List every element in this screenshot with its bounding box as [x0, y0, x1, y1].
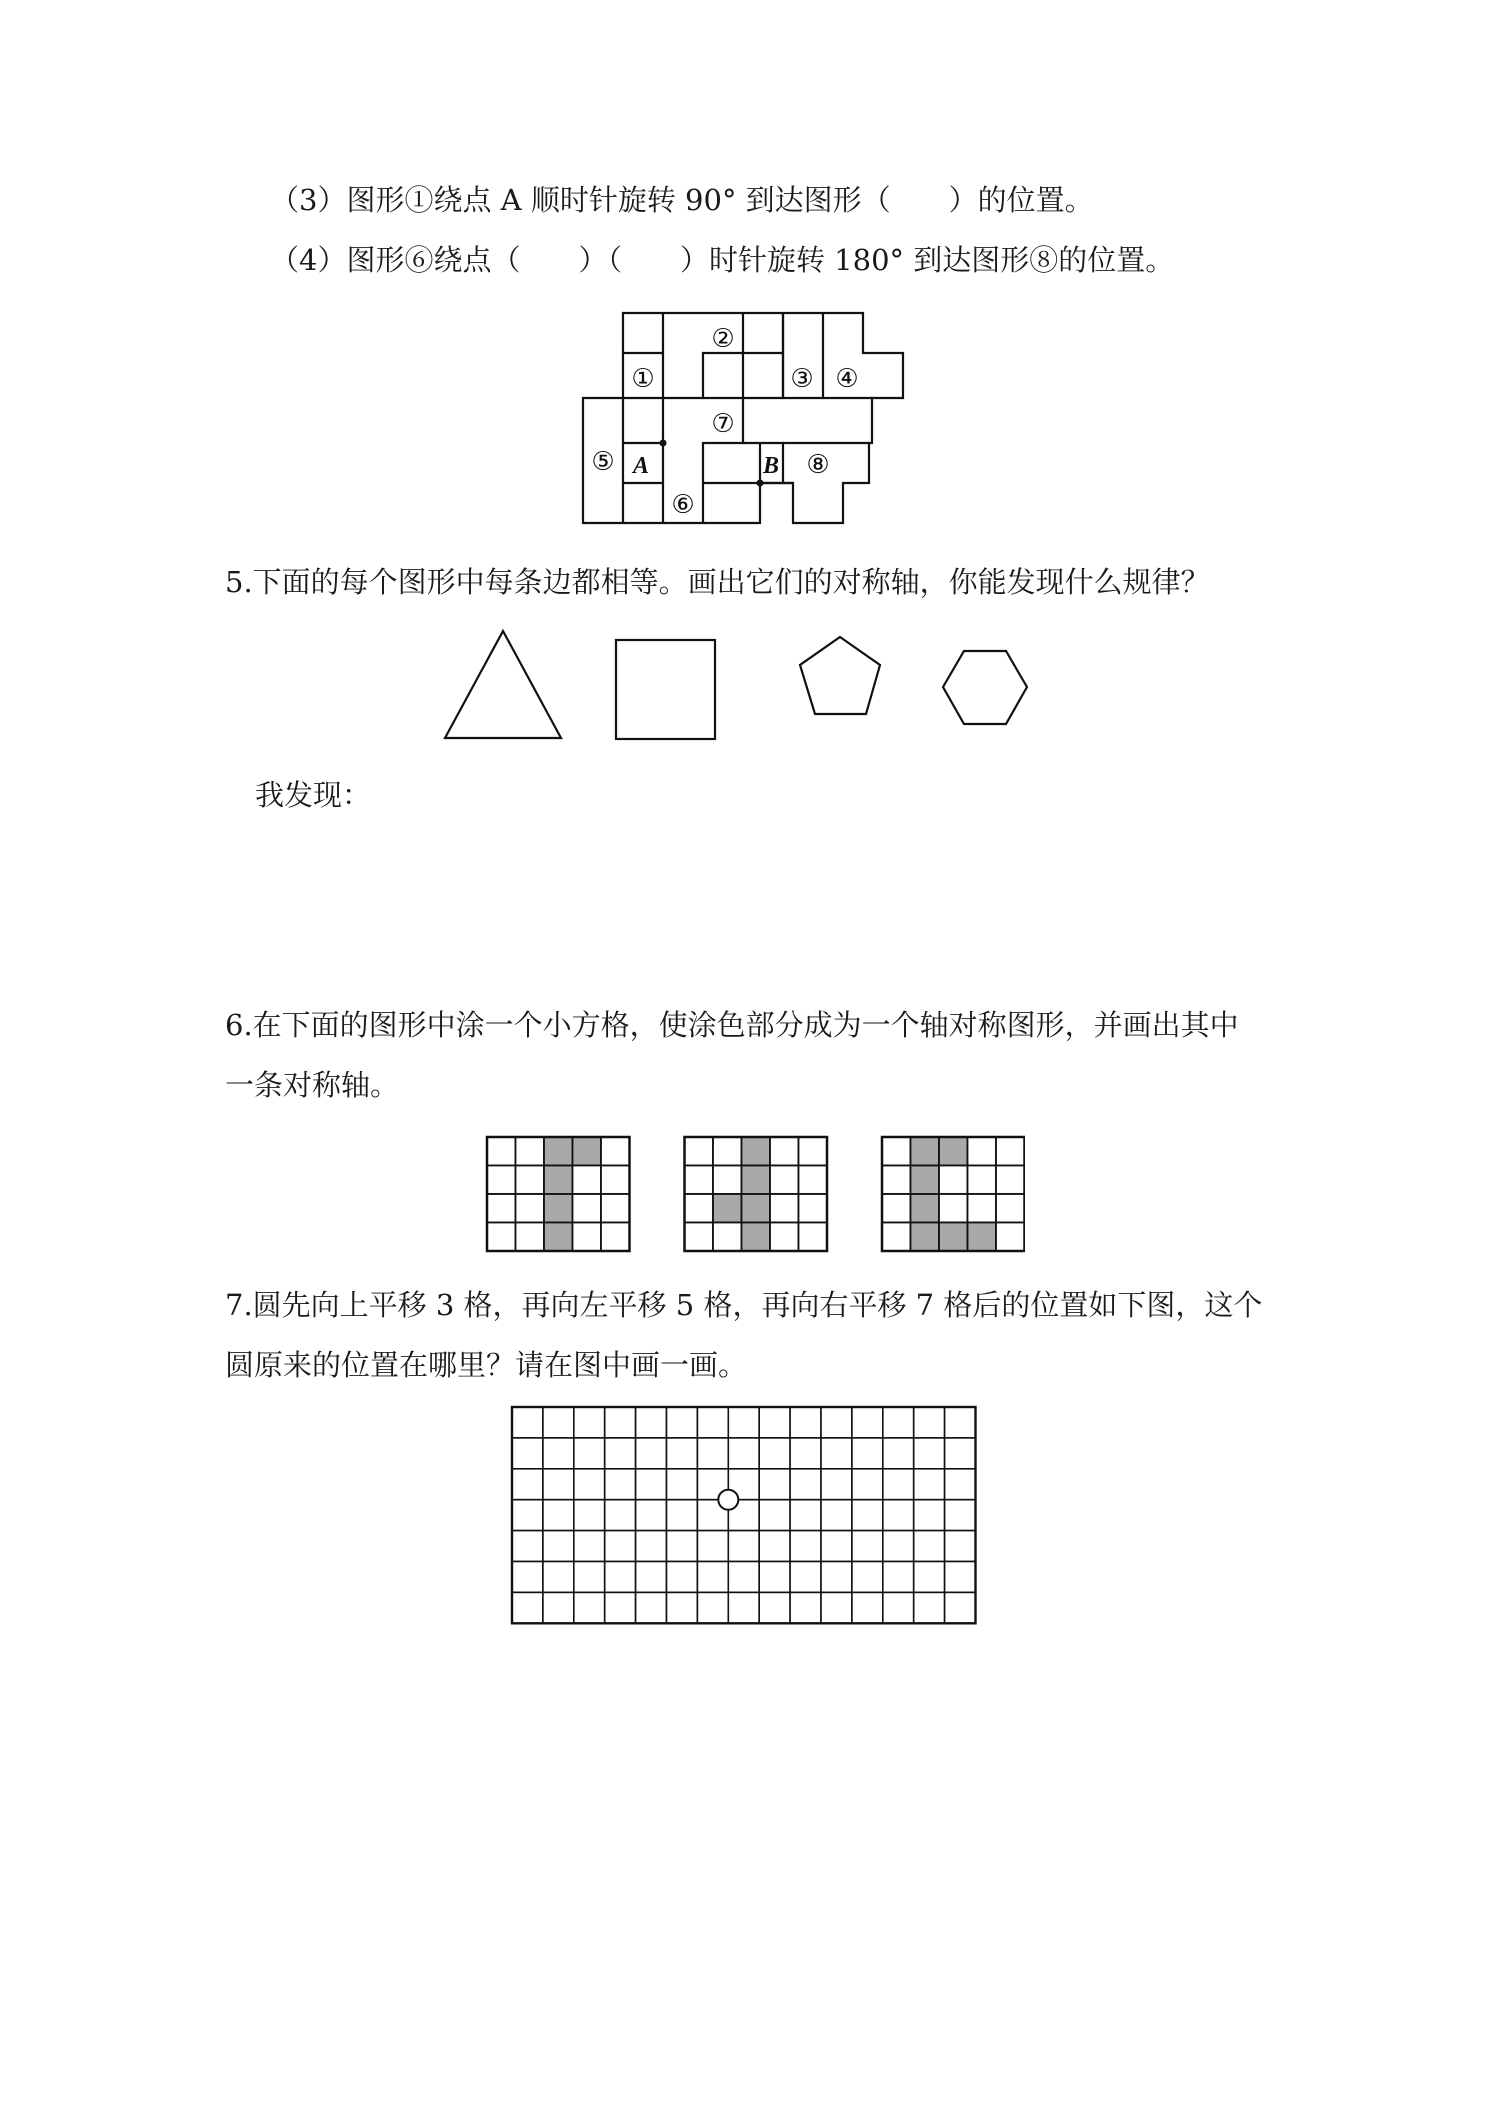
- point-a-dot: [660, 440, 667, 447]
- grid-cell[interactable]: [945, 1592, 976, 1623]
- grid-cell[interactable]: [790, 1531, 821, 1562]
- grid-cell[interactable]: [759, 1469, 790, 1500]
- grid-cell[interactable]: [601, 1223, 630, 1252]
- label-1: ①: [631, 364, 655, 394]
- grid-cell[interactable]: [968, 1166, 997, 1195]
- grid-cell[interactable]: [770, 1137, 799, 1166]
- label-3: ③: [790, 364, 814, 394]
- shaded-cell[interactable]: [713, 1194, 742, 1223]
- regular-pentagon: [800, 637, 880, 714]
- grid-cell[interactable]: [574, 1562, 605, 1593]
- grid-cell[interactable]: [759, 1562, 790, 1593]
- label-8: ⑧: [806, 450, 830, 480]
- grid-cell[interactable]: [543, 1531, 574, 1562]
- grid-cell[interactable]: [821, 1592, 852, 1623]
- shaded-cell[interactable]: [742, 1194, 771, 1223]
- label-4: ④: [835, 364, 859, 394]
- grid-cell[interactable]: [770, 1223, 799, 1252]
- shaded-cell[interactable]: [573, 1137, 602, 1166]
- grid-cell[interactable]: [516, 1166, 545, 1195]
- shaded-cell[interactable]: [544, 1223, 573, 1252]
- grid-cell[interactable]: [516, 1223, 545, 1252]
- grid-cell[interactable]: [512, 1592, 543, 1623]
- point-b-label: B: [763, 453, 780, 479]
- q5-shapes: [430, 620, 1070, 750]
- grid-cell[interactable]: [759, 1407, 790, 1438]
- grid-cell[interactable]: [574, 1407, 605, 1438]
- q6-line-2: 一条对称轴。: [225, 1068, 400, 1102]
- q5-text: 5.下面的每个图形中每条边都相等。画出它们的对称轴，你能发现什么规律？: [225, 565, 1210, 599]
- q7-line-2: 圆原来的位置在哪里？请在图中画一画。: [225, 1348, 748, 1382]
- grid-cell[interactable]: [573, 1166, 602, 1195]
- grid-cell[interactable]: [713, 1166, 742, 1195]
- grid-cell[interactable]: [945, 1469, 976, 1500]
- grid-cell[interactable]: [636, 1500, 667, 1531]
- grid-cell[interactable]: [914, 1562, 945, 1593]
- grid-cell[interactable]: [852, 1438, 883, 1469]
- grid-cell[interactable]: [883, 1438, 914, 1469]
- grid-cell[interactable]: [697, 1438, 728, 1469]
- grid-cell[interactable]: [667, 1531, 698, 1562]
- grid-cell[interactable]: [543, 1500, 574, 1531]
- grid-cell[interactable]: [852, 1469, 883, 1500]
- grid-cell[interactable]: [605, 1438, 636, 1469]
- grid-cell[interactable]: [914, 1469, 945, 1500]
- grid-cell[interactable]: [713, 1223, 742, 1252]
- grid-cell[interactable]: [605, 1407, 636, 1438]
- grid-cell[interactable]: [543, 1562, 574, 1593]
- grid-cell[interactable]: [605, 1500, 636, 1531]
- grid-cell[interactable]: [543, 1592, 574, 1623]
- grid-cell[interactable]: [573, 1194, 602, 1223]
- grid-cell[interactable]: [685, 1194, 714, 1223]
- shaded-cell[interactable]: [911, 1166, 940, 1195]
- grid-cell[interactable]: [799, 1166, 828, 1195]
- grid-cell[interactable]: [790, 1438, 821, 1469]
- grid-cell[interactable]: [512, 1438, 543, 1469]
- grid-cell[interactable]: [728, 1592, 759, 1623]
- grid-cell[interactable]: [685, 1137, 714, 1166]
- grid-cell[interactable]: [852, 1407, 883, 1438]
- grid-cell[interactable]: [883, 1562, 914, 1593]
- grid-cell[interactable]: [601, 1137, 630, 1166]
- grid-cell[interactable]: [636, 1592, 667, 1623]
- grid-cell[interactable]: [790, 1500, 821, 1531]
- grid-cell[interactable]: [512, 1469, 543, 1500]
- q7-grid: [510, 1405, 990, 1630]
- grid-cell[interactable]: [883, 1500, 914, 1531]
- grid-cell[interactable]: [790, 1407, 821, 1438]
- grid-cell[interactable]: [914, 1500, 945, 1531]
- grid-cell[interactable]: [487, 1166, 516, 1195]
- shaded-cell[interactable]: [911, 1137, 940, 1166]
- grid-cell[interactable]: [713, 1137, 742, 1166]
- grid-cell[interactable]: [512, 1500, 543, 1531]
- q6-line-1: 6.在下面的图形中涂一个小方格，使涂色部分成为一个轴对称图形，并画出其中: [225, 1008, 1239, 1042]
- q4-line-4: （4）图形⑥绕点（ ）（ ）时针旋转 180° 到达图形⑧的位置。: [270, 243, 1175, 277]
- grid-cell[interactable]: [790, 1592, 821, 1623]
- grid-cell[interactable]: [790, 1469, 821, 1500]
- grid-cell[interactable]: [667, 1469, 698, 1500]
- equilateral-triangle: [445, 631, 561, 738]
- grid-cell[interactable]: [574, 1500, 605, 1531]
- q7-grid-cells: [512, 1407, 976, 1623]
- circle-marker: [718, 1490, 738, 1510]
- square: [616, 640, 715, 739]
- grid-cell[interactable]: [697, 1531, 728, 1562]
- grid-cell[interactable]: [770, 1166, 799, 1195]
- grid-cell[interactable]: [667, 1407, 698, 1438]
- grid-cell[interactable]: [728, 1407, 759, 1438]
- point-b-dot: [757, 480, 764, 487]
- grid-cell[interactable]: [914, 1407, 945, 1438]
- grid-cell[interactable]: [573, 1223, 602, 1252]
- grid-cell[interactable]: [790, 1562, 821, 1593]
- grid-cell[interactable]: [821, 1531, 852, 1562]
- grid-cell[interactable]: [667, 1562, 698, 1593]
- grid-cell[interactable]: [759, 1500, 790, 1531]
- grid-cell[interactable]: [882, 1223, 911, 1252]
- grid-cell[interactable]: [512, 1562, 543, 1593]
- grid-cell[interactable]: [996, 1194, 1025, 1223]
- grid-cell[interactable]: [882, 1194, 911, 1223]
- regular-hexagon: [943, 651, 1027, 724]
- grid-cell[interactable]: [799, 1194, 828, 1223]
- grid-cell[interactable]: [667, 1500, 698, 1531]
- shaded-cell[interactable]: [544, 1137, 573, 1166]
- q4-rotation-figure: [580, 305, 920, 535]
- grid-cell[interactable]: [543, 1438, 574, 1469]
- grid-cell[interactable]: [883, 1407, 914, 1438]
- shaded-cell[interactable]: [742, 1166, 771, 1195]
- grid-cell[interactable]: [821, 1562, 852, 1593]
- q6-grid-1: [487, 1137, 630, 1251]
- grid-cell[interactable]: [487, 1194, 516, 1223]
- grid-cell[interactable]: [487, 1137, 516, 1166]
- grid-cell[interactable]: [821, 1500, 852, 1531]
- grid-cell[interactable]: [770, 1194, 799, 1223]
- grid-cell[interactable]: [697, 1592, 728, 1623]
- grid-cell[interactable]: [968, 1194, 997, 1223]
- grid-cell[interactable]: [882, 1166, 911, 1195]
- grid-cell[interactable]: [821, 1469, 852, 1500]
- grid-cell[interactable]: [759, 1592, 790, 1623]
- shaded-cell[interactable]: [742, 1137, 771, 1166]
- grid-cell[interactable]: [512, 1531, 543, 1562]
- grid-cell[interactable]: [883, 1469, 914, 1500]
- grid-cell[interactable]: [996, 1223, 1025, 1252]
- grid-cell[interactable]: [759, 1531, 790, 1562]
- grid-cell[interactable]: [574, 1438, 605, 1469]
- grid-cell[interactable]: [543, 1407, 574, 1438]
- grid-cell[interactable]: [799, 1137, 828, 1166]
- grid-cell[interactable]: [996, 1166, 1025, 1195]
- grid-cell[interactable]: [883, 1531, 914, 1562]
- grid-cell[interactable]: [601, 1194, 630, 1223]
- grid-cell[interactable]: [516, 1194, 545, 1223]
- grid-cell[interactable]: [939, 1166, 968, 1195]
- grid-cell[interactable]: [605, 1592, 636, 1623]
- shaded-cell[interactable]: [939, 1137, 968, 1166]
- grid-cell[interactable]: [697, 1562, 728, 1593]
- grid-cell[interactable]: [882, 1137, 911, 1166]
- grid-cell[interactable]: [945, 1407, 976, 1438]
- label-5: ⑤: [591, 447, 615, 477]
- grid-cell[interactable]: [636, 1438, 667, 1469]
- grid-cell[interactable]: [574, 1592, 605, 1623]
- q5-answer-prompt: 我发现：: [255, 778, 372, 812]
- grid-cell[interactable]: [945, 1562, 976, 1593]
- grid-cell[interactable]: [945, 1500, 976, 1531]
- grid-cell[interactable]: [697, 1407, 728, 1438]
- grid-cell[interactable]: [914, 1592, 945, 1623]
- grid-cell[interactable]: [852, 1500, 883, 1531]
- grid-cell[interactable]: [914, 1531, 945, 1562]
- grid-cell[interactable]: [685, 1223, 714, 1252]
- grid-cell[interactable]: [852, 1531, 883, 1562]
- grid-cell[interactable]: [945, 1531, 976, 1562]
- label-7: ⑦: [711, 409, 735, 439]
- grid-cell[interactable]: [759, 1438, 790, 1469]
- grid-cell[interactable]: [883, 1592, 914, 1623]
- grid-cell[interactable]: [636, 1469, 667, 1500]
- shaded-cell[interactable]: [742, 1223, 771, 1252]
- point-a-label: A: [633, 453, 650, 479]
- grid-cell[interactable]: [821, 1438, 852, 1469]
- grid-cell[interactable]: [516, 1137, 545, 1166]
- q6-grid-3: [882, 1137, 1025, 1251]
- grid-cell[interactable]: [487, 1223, 516, 1252]
- shaded-cell[interactable]: [544, 1194, 573, 1223]
- grid-cell[interactable]: [512, 1407, 543, 1438]
- grid-cell[interactable]: [543, 1469, 574, 1500]
- grid-cell[interactable]: [685, 1166, 714, 1195]
- grid-cell[interactable]: [996, 1137, 1025, 1166]
- q6-grids: [485, 1135, 1025, 1255]
- grid-cell[interactable]: [605, 1562, 636, 1593]
- grid-cell[interactable]: [636, 1531, 667, 1562]
- grid-cell[interactable]: [945, 1438, 976, 1469]
- label-2: ②: [711, 324, 735, 354]
- q4-line-3: （3）图形①绕点 A 顺时针旋转 90° 到达图形（ ）的位置。: [270, 183, 1094, 217]
- shaded-cell[interactable]: [968, 1223, 997, 1252]
- grid-cell[interactable]: [914, 1438, 945, 1469]
- grid-cell[interactable]: [636, 1562, 667, 1593]
- grid-cell[interactable]: [968, 1137, 997, 1166]
- grid-cell[interactable]: [605, 1531, 636, 1562]
- q6-grid-2: [685, 1137, 828, 1251]
- q7-line-1: 7.圆先向上平移 3 格，再向左平移 5 格，再向右平移 7 格后的位置如下图，这个: [225, 1288, 1263, 1322]
- grid-cell[interactable]: [636, 1407, 667, 1438]
- grid-cell[interactable]: [728, 1562, 759, 1593]
- grid-cell[interactable]: [821, 1407, 852, 1438]
- grid-cell[interactable]: [728, 1438, 759, 1469]
- grid-cell[interactable]: [852, 1592, 883, 1623]
- grid-cell[interactable]: [574, 1531, 605, 1562]
- grid-cell[interactable]: [799, 1223, 828, 1252]
- label-6: ⑥: [671, 490, 695, 520]
- shaded-cell[interactable]: [911, 1194, 940, 1223]
- grid-cell[interactable]: [667, 1592, 698, 1623]
- grid-cell[interactable]: [939, 1194, 968, 1223]
- shaded-cell[interactable]: [939, 1223, 968, 1252]
- grid-cell[interactable]: [667, 1438, 698, 1469]
- grid-cell[interactable]: [728, 1531, 759, 1562]
- shaded-cell[interactable]: [911, 1223, 940, 1252]
- grid-cell[interactable]: [605, 1469, 636, 1500]
- grid-cell[interactable]: [574, 1469, 605, 1500]
- grid-cell[interactable]: [601, 1166, 630, 1195]
- grid-cell[interactable]: [852, 1562, 883, 1593]
- shaded-cell[interactable]: [544, 1166, 573, 1195]
